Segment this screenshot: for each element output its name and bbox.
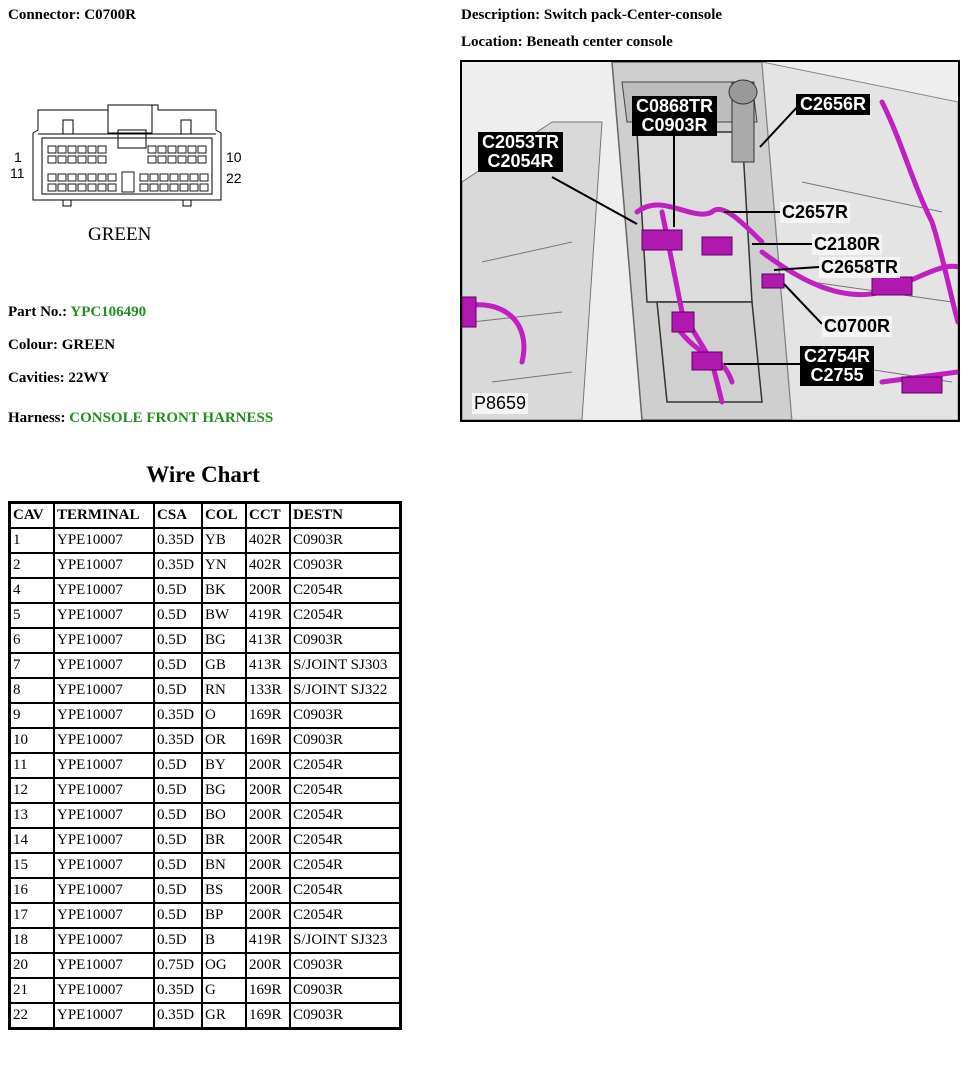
cell-cav: 14 bbox=[11, 829, 53, 852]
cell-terminal: YPE10007 bbox=[55, 929, 153, 952]
cell-cct: 200R bbox=[247, 904, 289, 927]
header-cav: CAV bbox=[11, 504, 53, 527]
table-row bbox=[11, 704, 399, 727]
cell-col: BW bbox=[203, 604, 245, 627]
callout-c2754r-line2: C2755 bbox=[810, 365, 864, 385]
cell-destn: S/JOINT SJ323 bbox=[291, 929, 399, 952]
cell-col: G bbox=[203, 979, 245, 1002]
table-row bbox=[11, 954, 399, 977]
cavities-label: Cavities: bbox=[8, 370, 65, 386]
callout-c0868tr-line1: C0868TR bbox=[636, 96, 714, 116]
callout-c2657r: C2657R bbox=[782, 202, 849, 222]
pin-label-22: 22 bbox=[226, 170, 242, 186]
callout-c2658tr: C2658TR bbox=[821, 257, 899, 277]
cell-cav: 10 bbox=[11, 729, 53, 752]
description-value: Switch pack-Center-console bbox=[543, 7, 723, 23]
cell-cav: 5 bbox=[11, 604, 53, 627]
description-line bbox=[461, 7, 722, 24]
cell-destn: C2054R bbox=[291, 829, 399, 852]
cell-destn: C0903R bbox=[291, 979, 399, 1002]
callout-c0868tr-line2: C0903R bbox=[641, 115, 708, 135]
cell-col: OG bbox=[203, 954, 245, 977]
cell-col: BO bbox=[203, 804, 245, 827]
cell-cct: 413R bbox=[247, 654, 289, 677]
colour-label: Colour: bbox=[8, 337, 58, 353]
wire-chart-body bbox=[11, 529, 399, 1027]
cell-destn: C2054R bbox=[291, 579, 399, 602]
table-row bbox=[11, 979, 399, 1002]
table-row bbox=[11, 529, 399, 552]
cell-destn: C2054R bbox=[291, 779, 399, 802]
location-photo bbox=[460, 60, 960, 422]
cell-destn: C2054R bbox=[291, 754, 399, 777]
cell-csa: 0.5D bbox=[155, 929, 201, 952]
table-row bbox=[11, 629, 399, 652]
cell-cct: 200R bbox=[247, 754, 289, 777]
cell-col: RN bbox=[203, 679, 245, 702]
cell-terminal: YPE10007 bbox=[55, 754, 153, 777]
cell-cct: 169R bbox=[247, 704, 289, 727]
cell-csa: 0.5D bbox=[155, 754, 201, 777]
cell-cct: 402R bbox=[247, 529, 289, 552]
cell-terminal: YPE10007 bbox=[55, 954, 153, 977]
table-row bbox=[11, 579, 399, 602]
table-row bbox=[11, 829, 399, 852]
wire-chart-table bbox=[8, 501, 402, 1030]
harness-label: Harness: bbox=[8, 410, 66, 426]
cell-cct: 419R bbox=[247, 604, 289, 627]
part-no-line bbox=[8, 304, 146, 321]
cell-csa: 0.35D bbox=[155, 979, 201, 1002]
pin-label-1: 1 bbox=[14, 149, 22, 165]
connector-value: C0700R bbox=[84, 7, 136, 23]
cell-cav: 17 bbox=[11, 904, 53, 927]
cell-cav: 6 bbox=[11, 629, 53, 652]
callout-c2754r bbox=[800, 346, 874, 386]
cell-cct: 200R bbox=[247, 779, 289, 802]
connector-heading bbox=[8, 7, 136, 24]
cell-destn: C0903R bbox=[291, 954, 399, 977]
part-no-label: Part No.: bbox=[8, 304, 68, 320]
table-row bbox=[11, 729, 399, 752]
cell-cct: 200R bbox=[247, 954, 289, 977]
cell-cct: 413R bbox=[247, 629, 289, 652]
cell-terminal: YPE10007 bbox=[55, 804, 153, 827]
cell-cav: 21 bbox=[11, 979, 53, 1002]
cell-cct: 169R bbox=[247, 1004, 289, 1027]
cell-csa: 0.5D bbox=[155, 604, 201, 627]
cell-cav: 2 bbox=[11, 554, 53, 577]
header-cct: CCT bbox=[247, 504, 289, 527]
table-row bbox=[11, 754, 399, 777]
cell-cav: 4 bbox=[11, 579, 53, 602]
table-row bbox=[11, 779, 399, 802]
table-row bbox=[11, 929, 399, 952]
location-line bbox=[461, 34, 673, 51]
wire-chart-title: Wire Chart bbox=[146, 462, 260, 487]
cell-destn: C0903R bbox=[291, 704, 399, 727]
cell-cav: 7 bbox=[11, 654, 53, 677]
cell-terminal: YPE10007 bbox=[55, 879, 153, 902]
cell-cav: 11 bbox=[11, 754, 53, 777]
cell-cav: 13 bbox=[11, 804, 53, 827]
cavities-line bbox=[8, 370, 109, 387]
table-row bbox=[11, 554, 399, 577]
wire-chart-header-row bbox=[11, 504, 399, 527]
cell-cct: 169R bbox=[247, 979, 289, 1002]
cell-col: BS bbox=[203, 879, 245, 902]
cell-csa: 0.5D bbox=[155, 654, 201, 677]
cell-terminal: YPE10007 bbox=[55, 979, 153, 1002]
table-row bbox=[11, 879, 399, 902]
colour-line bbox=[8, 337, 115, 354]
cell-cct: 200R bbox=[247, 579, 289, 602]
cell-csa: 0.35D bbox=[155, 1004, 201, 1027]
table-row bbox=[11, 654, 399, 677]
location-label: Location: bbox=[461, 34, 523, 50]
photo-code: P8659 bbox=[474, 393, 527, 413]
table-row bbox=[11, 904, 399, 927]
cell-col: B bbox=[203, 929, 245, 952]
cell-csa: 0.35D bbox=[155, 554, 201, 577]
pin-label-11: 11 bbox=[10, 165, 25, 181]
cell-terminal: YPE10007 bbox=[55, 654, 153, 677]
cell-col: BK bbox=[203, 579, 245, 602]
cell-terminal: YPE10007 bbox=[55, 529, 153, 552]
cell-cct: 200R bbox=[247, 804, 289, 827]
cell-csa: 0.35D bbox=[155, 529, 201, 552]
colour-value: GREEN bbox=[61, 337, 116, 353]
cell-cav: 12 bbox=[11, 779, 53, 802]
table-row bbox=[11, 854, 399, 877]
cell-cct: 419R bbox=[247, 929, 289, 952]
cell-col: GR bbox=[203, 1004, 245, 1027]
cell-cav: 16 bbox=[11, 879, 53, 902]
callout-c2656r: C2656R bbox=[796, 94, 870, 115]
table-row bbox=[11, 804, 399, 827]
callout-c2053tr-line1: C2053TR bbox=[482, 132, 560, 152]
cell-terminal: YPE10007 bbox=[55, 854, 153, 877]
cell-destn: C2054R bbox=[291, 879, 399, 902]
harness-link[interactable]: CONSOLE FRONT HARNESS bbox=[69, 410, 274, 426]
cell-cav: 20 bbox=[11, 954, 53, 977]
cell-cav: 8 bbox=[11, 679, 53, 702]
cell-csa: 0.35D bbox=[155, 729, 201, 752]
cell-terminal: YPE10007 bbox=[55, 679, 153, 702]
part-no-link[interactable]: YPC106490 bbox=[70, 304, 147, 320]
cell-destn: C0903R bbox=[291, 554, 399, 577]
cell-terminal: YPE10007 bbox=[55, 604, 153, 627]
cell-col: GB bbox=[203, 654, 245, 677]
cell-terminal: YPE10007 bbox=[55, 1004, 153, 1027]
cell-terminal: YPE10007 bbox=[55, 629, 153, 652]
cavities-value: 22WY bbox=[68, 370, 110, 386]
callout-c2180r: C2180R bbox=[814, 234, 881, 254]
cell-terminal: YPE10007 bbox=[55, 904, 153, 927]
location-value: Beneath center console bbox=[526, 34, 673, 50]
cell-csa: 0.5D bbox=[155, 854, 201, 877]
description-label: Description: bbox=[461, 7, 541, 23]
cell-destn: S/JOINT SJ322 bbox=[291, 679, 399, 702]
cell-cav: 9 bbox=[11, 704, 53, 727]
header-csa: CSA bbox=[155, 504, 201, 527]
header-terminal: TERMINAL bbox=[55, 504, 153, 527]
cell-cav: 22 bbox=[11, 1004, 53, 1027]
header-col: COL bbox=[203, 504, 245, 527]
cell-destn: C0903R bbox=[291, 1004, 399, 1027]
harness-line bbox=[8, 410, 273, 427]
cell-col: BP bbox=[203, 904, 245, 927]
cell-destn: C2054R bbox=[291, 904, 399, 927]
callout-c2053tr-line2: C2054R bbox=[487, 151, 554, 171]
callout-c2754r-line1: C2754R bbox=[804, 346, 871, 366]
cell-cav: 1 bbox=[11, 529, 53, 552]
cell-col: BY bbox=[203, 754, 245, 777]
cell-destn: C2054R bbox=[291, 604, 399, 627]
cell-destn: S/JOINT SJ303 bbox=[291, 654, 399, 677]
cell-col: YN bbox=[203, 554, 245, 577]
cell-destn: C2054R bbox=[291, 854, 399, 877]
cell-csa: 0.35D bbox=[155, 704, 201, 727]
pin-label-10: 10 bbox=[226, 149, 242, 165]
table-row bbox=[11, 1004, 399, 1027]
header-destn: DESTN bbox=[291, 504, 399, 527]
cell-col: YB bbox=[203, 529, 245, 552]
connector-label: Connector: bbox=[8, 7, 81, 23]
cell-csa: 0.5D bbox=[155, 879, 201, 902]
cell-csa: 0.5D bbox=[155, 679, 201, 702]
cell-col: OR bbox=[203, 729, 245, 752]
drawing-color-label: GREEN bbox=[88, 224, 152, 245]
cell-terminal: YPE10007 bbox=[55, 779, 153, 802]
cell-cct: 200R bbox=[247, 854, 289, 877]
callout-c0868tr bbox=[632, 96, 717, 136]
cell-col: BG bbox=[203, 779, 245, 802]
cell-csa: 0.5D bbox=[155, 829, 201, 852]
cell-terminal: YPE10007 bbox=[55, 729, 153, 752]
cell-terminal: YPE10007 bbox=[55, 579, 153, 602]
cell-cct: 200R bbox=[247, 879, 289, 902]
cell-csa: 0.5D bbox=[155, 579, 201, 602]
cell-csa: 0.5D bbox=[155, 629, 201, 652]
cell-col: O bbox=[203, 704, 245, 727]
cell-csa: 0.5D bbox=[155, 804, 201, 827]
connector-drawing bbox=[8, 100, 253, 250]
cell-terminal: YPE10007 bbox=[55, 554, 153, 577]
cell-cct: 133R bbox=[247, 679, 289, 702]
cell-terminal: YPE10007 bbox=[55, 704, 153, 727]
cell-col: BR bbox=[203, 829, 245, 852]
callout-c0700r: C0700R bbox=[824, 316, 891, 336]
cell-csa: 0.5D bbox=[155, 779, 201, 802]
cell-csa: 0.75D bbox=[155, 954, 201, 977]
cell-cct: 402R bbox=[247, 554, 289, 577]
cell-destn: C0903R bbox=[291, 629, 399, 652]
cell-col: BN bbox=[203, 854, 245, 877]
table-row bbox=[11, 604, 399, 627]
callout-c2053tr bbox=[478, 132, 563, 172]
cell-cct: 200R bbox=[247, 829, 289, 852]
cell-destn: C2054R bbox=[291, 804, 399, 827]
cell-col: BG bbox=[203, 629, 245, 652]
cell-csa: 0.5D bbox=[155, 904, 201, 927]
table-row bbox=[11, 679, 399, 702]
cell-cav: 18 bbox=[11, 929, 53, 952]
cell-cct: 169R bbox=[247, 729, 289, 752]
cell-terminal: YPE10007 bbox=[55, 829, 153, 852]
cell-destn: C0903R bbox=[291, 529, 399, 552]
cell-destn: C0903R bbox=[291, 729, 399, 752]
cell-cav: 15 bbox=[11, 854, 53, 877]
